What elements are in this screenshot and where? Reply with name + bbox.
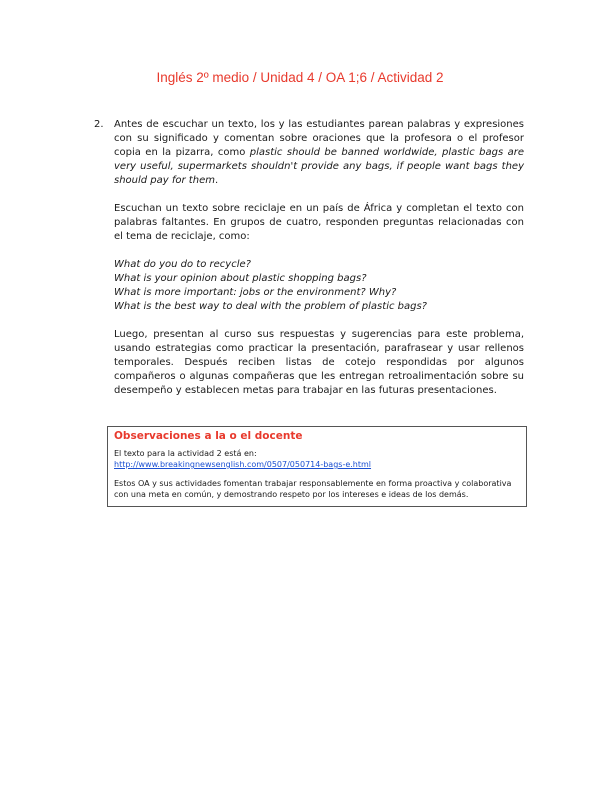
resource-link[interactable]: http://www.breakingnewsenglish.com/0507/050714-bags-e.html: [114, 460, 372, 469]
p1-text: Antes de escuchar un texto, los y las estudiantes parean palabras y expresiones con su significado y comentan sobre oraciones que la profesora o el profesor copia en la pizarra, como: [114, 119, 524, 158]
question-list: [114, 258, 524, 314]
observations-title: Observaciones a la o el docente: [114, 430, 303, 442]
resource-intro: El texto para la actividad 2 está en:: [114, 449, 257, 458]
question-item: What is the best way to deal with the problem of plastic bags?: [114, 301, 427, 312]
observations-note: Estos OA y sus actividades fomentan trabajar responsablemente en forma proactiva y colaborativa con una meta en común, y demostrando respeto por los intereses e ideas de los demás.: [114, 479, 512, 499]
p1-examples: plastic should be banned worldwide, plastic bags are very useful, supermarkets shouldn't provide any bags, if people want bags they should pay for them: [114, 147, 524, 186]
activity-number: 2.: [94, 119, 104, 130]
activity-section: [94, 118, 524, 412]
page-title: Inglés 2º medio / Unidad 4 / OA 1;6 / Actividad 2: [156, 70, 444, 85]
activity-paragraph-3: Luego, presentan al curso sus respuestas y sugerencias para este problema, usando estrategias como practicar la presentación, parafrasear y usar rellenos temporales. Después reciben listas de cotejo respondidas por algunos compañeros o algunas compañeras que les entregan retroalimentación sobre su desempeño y establecen metas para trabajar en las futuras presentaciones.: [114, 329, 524, 396]
resource-block: [114, 448, 520, 470]
activity-paragraph-1: [114, 118, 524, 188]
question-item: What is your opinion about plastic shopping bags?: [114, 273, 367, 284]
question-item: What is more important: jobs or the environment? Why?: [114, 287, 397, 298]
activity-paragraph-2: Escuchan un texto sobre reciclaje en un país de África y completan el texto con palabras faltantes. En grupos de cuatro, responden preguntas relacionadas con el tema de reciclaje, como:: [114, 203, 524, 242]
p1-end: .: [214, 175, 219, 186]
observations-box: [107, 426, 527, 507]
question-item: What do you do to recycle?: [114, 259, 251, 270]
activity-body: [114, 118, 524, 398]
